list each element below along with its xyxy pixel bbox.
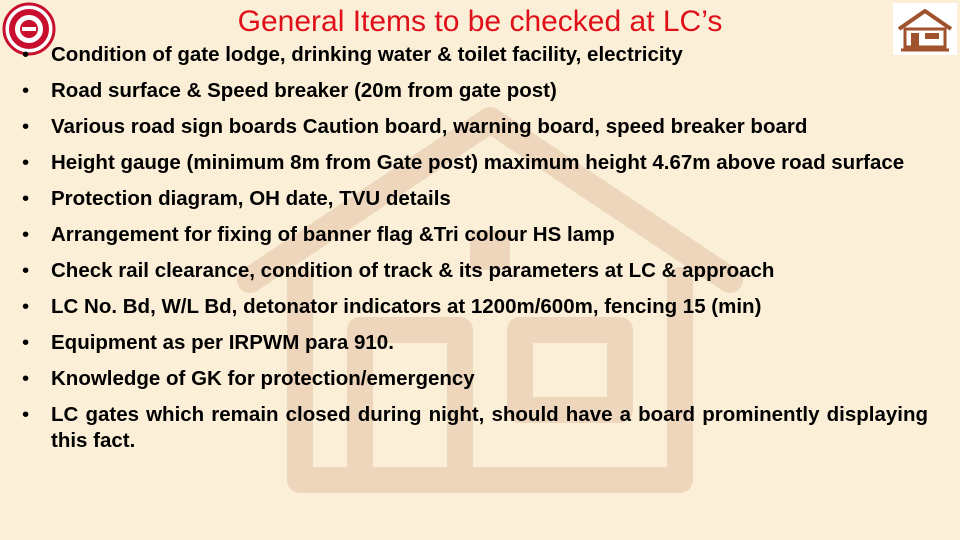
bullet-dot: • [22,115,30,138]
list-item [22,78,928,104]
list-item-text: LC No. Bd, W/L Bd, detonator indicators at 1200m/600m, fencing 15 (min) [51,295,762,318]
list-item [22,186,928,212]
list-item-text: Height gauge (minimum 8m from Gate post) maximum height 4.67m above road surface [51,151,905,174]
list-item [22,366,928,392]
slide-title: General Items to be checked at LC’s [237,5,723,38]
list-item [22,150,928,176]
list-item-text: Knowledge of GK for protection/emergency [51,367,475,390]
bullet-dot: • [22,403,30,426]
list-item-text: Various road sign boards Caution board, warning board, speed breaker board [51,115,808,138]
bullet-list [22,42,928,464]
list-item [22,294,928,320]
list-item [22,330,928,356]
bullet-dot: • [22,259,30,282]
list-item-text: Condition of gate lodge, drinking water & toilet facility, electricity [51,43,683,66]
bullet-dot: • [22,295,30,318]
bullet-dot: • [22,79,30,102]
list-item [22,222,928,248]
list-item-text: Check rail clearance, condition of track & its parameters at LC & approach [51,259,775,282]
list-item-text: Equipment as per IRPWM para 910. [51,331,394,354]
list-item [22,42,928,68]
bullet-dot: • [22,223,30,246]
list-item-text: Protection diagram, OH date, TVU details [51,187,451,210]
list-item [22,402,928,454]
list-item-text: Road surface & Speed breaker (20m from gate post) [51,79,557,102]
list-item-text: Arrangement for fixing of banner flag &Tri colour HS lamp [51,223,615,246]
bullet-dot: • [22,43,30,66]
bullet-dot: • [22,367,30,390]
bullet-dot: • [22,151,30,174]
list-item-text: LC gates which remain closed during night, should have a board prominently displaying this fact. [51,403,928,452]
bullet-dot: • [22,331,30,354]
list-item [22,258,928,284]
list-item [22,114,928,140]
bullet-dot: • [22,187,30,210]
